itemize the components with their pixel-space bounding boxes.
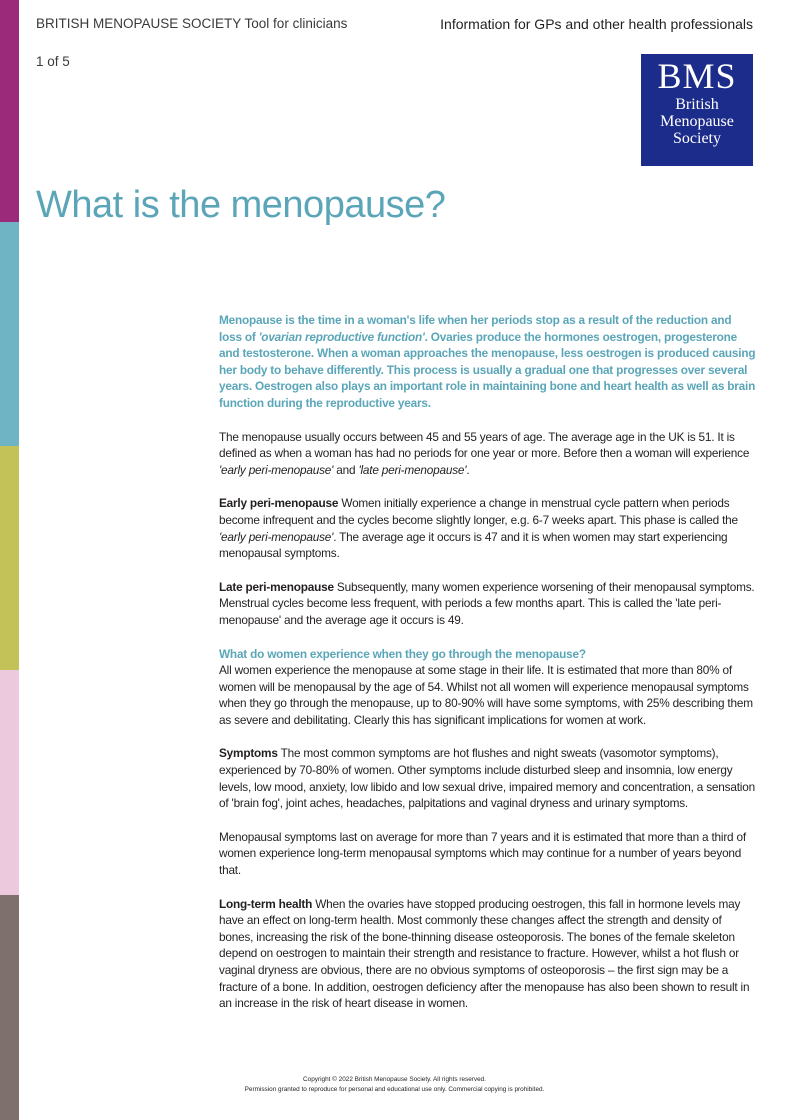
intro-paragraph: Menopause is the time in a woman's life when her periods stop as a result of the reduction and loss of 'ovarian reproductive function'. Ovaries produce the hormones oestrogen, progesterone and testosterone. When a woman approaches the menopause, less oestrogen is produced causing her body to behave differently. This process is usually a gradual one that progresses over several years. Oestrogen also plays an important role in maintaining bone and heart health as well as brain function during the reproductive years. [219, 313, 756, 410]
color-bar-olive [0, 446, 19, 670]
late-heading: Late peri-menopause [219, 579, 334, 594]
color-bar-teal [0, 222, 19, 446]
copyright-footer [0, 1075, 789, 1095]
age-paragraph: The menopause usually occurs between 45 and 55 years of age. The average age in the UK is 51. It is defined as when a woman has had no periods for one year or more. Before then a woman will experience 'early peri-menopause' and 'late peri-menopause'. [219, 429, 750, 477]
main-content [219, 312, 757, 1012]
color-bar-purple [0, 0, 19, 222]
logo-line-british: British [675, 96, 719, 113]
late-peri-menopause-paragraph: Late peri-menopause Subsequently, many women experience worsening of their menopausal symptoms. Menstrual cycles become less frequent, with periods a few months apart. This is called the 'late peri-menopause' and the average age it occurs is 49. [219, 579, 755, 627]
bms-logo [641, 54, 753, 166]
long-term-health-paragraph: Long-term health When the ovaries have stopped producing oestrogen, this fall in hormone levels may have an effect on long-term health. Most commonly these changes affect the strength and density of bones, increasing the risk of the bone-thinning disease osteoporosis. The bones of the female skeleton depend on oestrogen to maintain their strength and resistance to fracture. However, whilst a hot flush or vaginal dryness are obvious, there are no obvious symptoms of osteoporosis – the first sign may be a fracture of a bone. In addition, oestrogen deficiency after the menopause has also been shown to result in an increase in the risk of heart disease in women. [219, 896, 750, 1011]
symptoms-paragraph: Symptoms The most common symptoms are hot flushes and night sweats (vasomotor symptoms), experienced by 70-80% of women. Other symptoms include disturbed sleep and insomnia, low energy levels, low mood, anxiety, low libido and low sexual drive, impaired memory and concentration, a sensation of 'brain fog', joint aches, headaches, palpitations and vaginal dryness and urinary symptoms. [219, 746, 755, 811]
experience-heading: What do women experience when they go through the menopause? [219, 646, 586, 661]
symptoms-heading: Symptoms [219, 746, 278, 761]
early-peri-menopause-paragraph: Early peri-menopause Women initially experience a change in menstrual cycle pattern when periods become infrequent and the cycles become slightly longer, e.g. 6-7 weeks apart. This phase is called the 'early peri-menopause'. The average age it occurs is 47 and it is when women may start experiencing menopausal symptoms. [219, 496, 738, 561]
copyright-line: Copyright © 2022 British Menopause Society. All rights reserved. [303, 1076, 486, 1083]
logo-line-menopause: Menopause [660, 113, 734, 130]
color-bar-pink [0, 670, 19, 895]
experience-paragraph: What do women experience when they go through the menopause? All women experience the menopause at some stage in their life. It is estimated that more than 80% of women will be menopausal by the age of 54. Whilst not all women will experience menopausal symptoms when they go through the menopause, up to 80-90% will have some symptoms, with 25% describing them as severe and debilitating. Clearly this has significant implications for women at work. [219, 646, 753, 727]
header-audience: Information for GPs and other health professionals [440, 16, 753, 32]
logo-abbreviation: BMS [657, 56, 737, 96]
header-organisation: BRITISH MENOPAUSE SOCIETY Tool for clinicians [36, 16, 348, 31]
duration-paragraph: Menopausal symptoms last on average for more than 7 years and it is estimated that more than a third of women experience long-term menopausal symptoms which may continue for a number of years beyond that. [219, 829, 746, 878]
page-title: What is the menopause? [36, 184, 446, 226]
logo-line-society: Society [673, 130, 721, 147]
long-term-heading: Long-term health [219, 896, 313, 911]
permission-line: Permission granted to reproduce for personal and educational use only. Commercial copying is prohibited. [244, 1086, 545, 1093]
logo-wordmark [641, 96, 753, 147]
early-heading: Early peri-menopause [219, 496, 339, 511]
page-number: 1 of 5 [36, 54, 70, 69]
